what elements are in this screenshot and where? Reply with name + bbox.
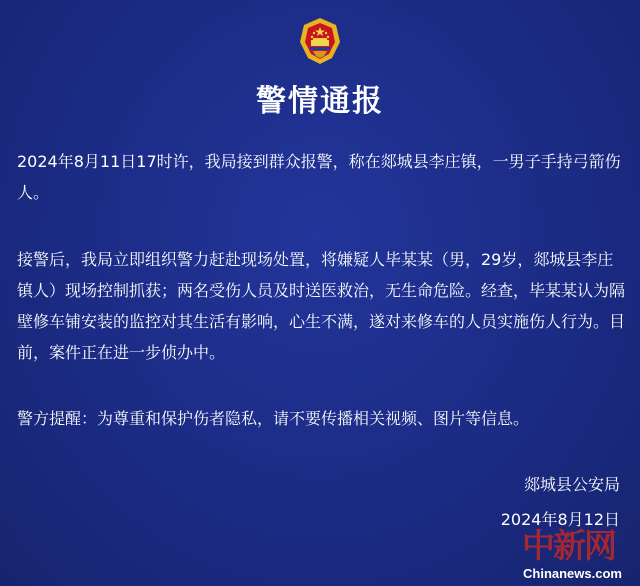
- signature-date: 2024年8月12日: [500, 510, 620, 529]
- police-emblem-icon: [296, 16, 344, 66]
- paragraph-report: 2024年8月11日17时许，我局接到群众报警，称在郯城县李庄镇，一男子手持弓箭伤人。: [17, 152, 621, 202]
- signature-org: 郯城县公安局: [523, 475, 620, 494]
- watermark-site: Chinanews.com: [523, 566, 622, 581]
- page-title: 警情通报: [256, 84, 384, 119]
- paragraph-handling: 接警后，我局立即组织警力赶赴现场处置，将嫌疑人毕某某（男，29岁，郯城县李庄镇人）现场控制抓获；两名受伤人员及时送医救治，无生命危险。经查，毕某某认为隔壁修车铺安装的监控对其生活有影响，心生不满，遂对来修车的人员实施伤人行为。目前，案件正在进一步侦办中。: [17, 250, 626, 362]
- chinanews-logo-watermark: 中新网: [522, 526, 615, 565]
- paragraph-reminder: 警方提醒：为尊重和保护伤者隐私，请不要传播相关视频、图片等信息。: [17, 409, 530, 428]
